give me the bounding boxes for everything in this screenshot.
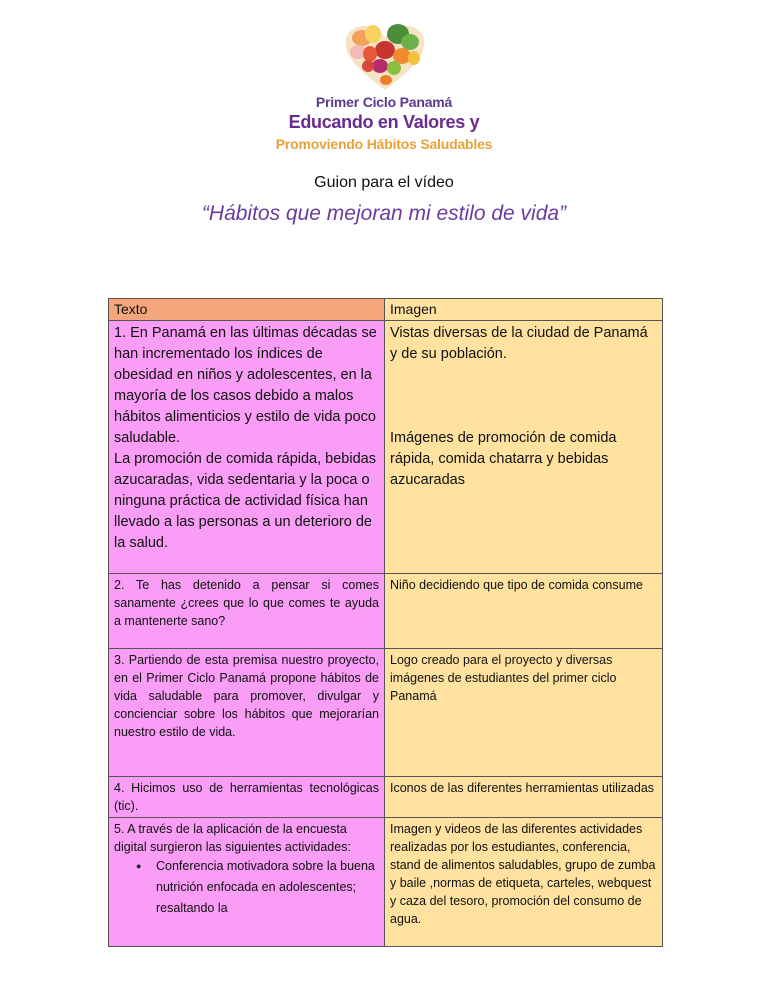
- script-table: [108, 298, 663, 947]
- imagen-paragraph: Imágenes de promoción de comida rápida, comida chatarra y bebidas azucaradas: [390, 430, 617, 488]
- logo-line-1: Primer Ciclo Panamá: [315, 94, 453, 110]
- logo-line-3: Promoviendo Hábitos Saludables: [275, 136, 493, 152]
- spacer: [390, 365, 657, 428]
- texto-cell: 3. Partiendo de esta premisa nuestro proyecto, en el Primer Ciclo Panamá propone hábitos de vida saludable para promover, divulgar y concienciar sobre los hábitos que mejorarían nuestro estilo de vida.: [109, 649, 385, 777]
- imagen-paragraph: Vistas diversas de la ciudad de Panamá y de su población.: [390, 325, 648, 362]
- texto-cell: [109, 321, 385, 574]
- imagen-cell: Imagen y videos de las diferentes actividades realizadas por los estudiantes, conferencia, stand de alimentos saludables, grupo de zumba y baile ,normas de etiqueta, carteles, webquest y caza del tesoro, promoción del consumo de agua.: [385, 818, 663, 947]
- heart-vegetables-logo-image: [340, 20, 430, 92]
- texto-paragraph: 5. A través de la aplicación de la encuesta digital surgieron las siguientes actividades:: [114, 822, 351, 854]
- imagen-cell: Niño decidiendo que tipo de comida consume: [385, 574, 663, 649]
- header-imagen: Imagen: [385, 299, 663, 321]
- list-item: ● Conferencia motivadora sobre la buena nutrición enfocada en adolescentes; resaltando la: [136, 856, 379, 919]
- imagen-cell: Iconos de las diferentes herramientas utilizadas: [385, 777, 663, 818]
- document-subtitle: Guion para el vídeo: [314, 174, 454, 191]
- table-row: [109, 777, 663, 818]
- texto-cell: 2. Te has detenido a pensar si comes sanamente ¿crees que lo que comes te ayuda a mantenerte sano?: [109, 574, 385, 649]
- texto-cell: [109, 818, 385, 947]
- texto-cell: 4. Hicimos uso de herramientas tecnológicas (tic).: [109, 777, 385, 818]
- table-row: [109, 649, 663, 777]
- table-row: [109, 321, 663, 574]
- activities-list: [114, 856, 379, 919]
- project-logo: [266, 20, 502, 156]
- texto-paragraph: La promoción de comida rápida, bebidas azucaradas, vida sedentaria y la poca o ninguna práctica de actividad física han llevado a las personas a un deterioro de la salud.: [114, 451, 376, 551]
- table-row: [109, 574, 663, 649]
- table-header-row: [109, 299, 663, 321]
- table-row: [109, 818, 663, 947]
- header-texto: Texto: [109, 299, 385, 321]
- logo-line-2: Educando en Valores y: [288, 112, 480, 132]
- imagen-cell: Logo creado para el proyecto y diversas imágenes de estudiantes del primer ciclo Panamá: [385, 649, 663, 777]
- document-title: “Hábitos que mejoran mi estilo de vida”: [201, 202, 567, 225]
- texto-paragraph: 1. En Panamá en las últimas décadas se han incrementado los índices de obesidad en niños y adolescentes, en la mayoría de los casos debido a malos hábitos alimenticios y estilo de vida poco saludable.: [114, 325, 377, 446]
- imagen-cell: [385, 321, 663, 574]
